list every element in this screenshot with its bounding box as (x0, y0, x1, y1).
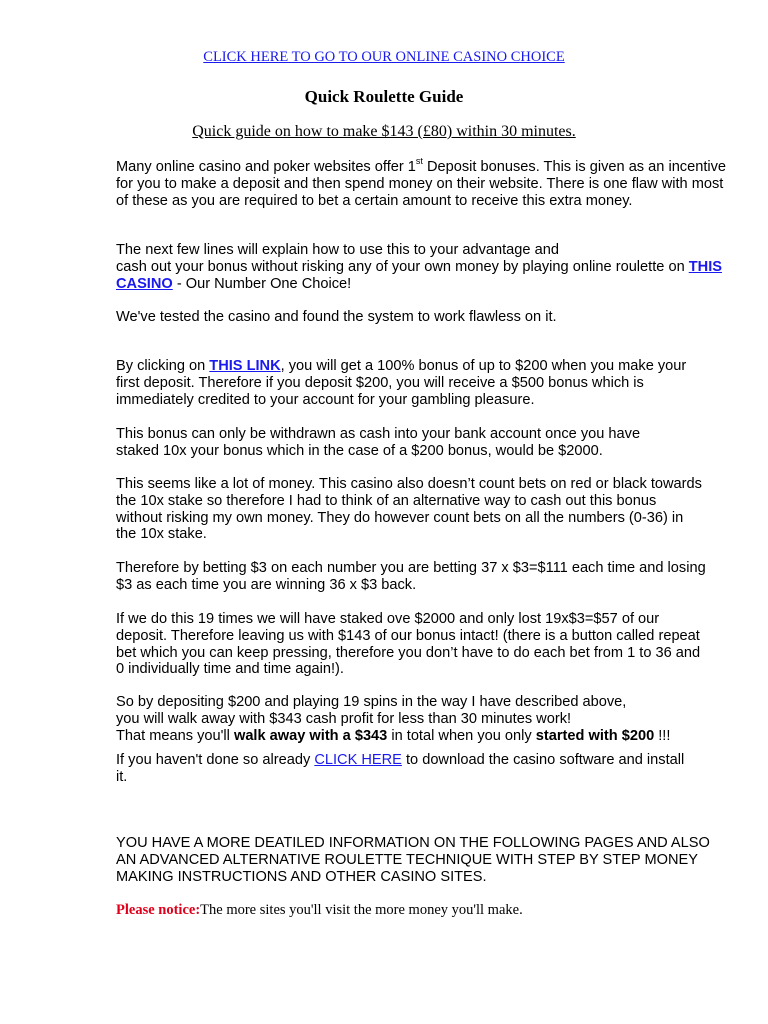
paragraph-deposit-bonuses (116, 156, 736, 209)
paragraph-profit (116, 694, 736, 744)
paragraph-more-info: YOU HAVE A MORE DEATILED INFORMATION ON THE FOLLOWING PAGES AND ALSO AN ADVANCED ALTERNATIVE ROULETTE TECHNIQUE WITH STEP BY STEP MONEY MAKING INSTRUCTIONS AND OTHER CASINO SITES. (116, 835, 710, 885)
p2-text-a: The next few lines will explain how to use this to your advantage and (116, 242, 559, 258)
p9-text-d: in total when you only (387, 727, 536, 744)
p10-text-b: to download the casino software and install it. (116, 752, 685, 785)
this-casino-link[interactable]: THIS CASINO (116, 258, 722, 292)
p1-text-b: Deposit bonuses. This is given as an incentive for you to make a deposit and then spend money on their website. There is one flaw with most of these as you are required to bet a certain amount to receive this extra money. (116, 159, 727, 209)
notice-line (116, 902, 736, 919)
paragraph-bonus-offer (116, 358, 706, 408)
paragraph-nineteen-times: If we do this 19 times we will have staked ove $2000 and only lost 19x$3=$57 of our deposit. Therefore leaving us with $143 of our bonus intact! (there is a button called repeat bet which you can keep pressing, therefore you don’t have to do each bet from 1 to 36 and 0 individually time and time again!). (116, 611, 701, 678)
page-subtitle: Quick guide on how to make $143 (£80) within 30 minutes. (192, 123, 576, 140)
p4-text-a: By clicking on (116, 358, 210, 374)
p4-text-b: , you will get a 100% bonus of up to $200 when you make your first deposit. Therefore if you deposit $200, you will receive a $500 bonus which is immediately credited to your account for your gambling pleasure. (116, 358, 687, 408)
p2-text-c: - Our Number One Choice! (172, 275, 352, 292)
page-title: Quick Roulette Guide (304, 87, 464, 106)
paragraph-betting: Therefore by betting $3 on each number you are betting 37 x $3=$111 each time and losing $3 as each time you are winning 36 x $3 back. (116, 560, 706, 593)
p9-text-a: So by depositing $200 and playing 19 spins in the way I have described above, (116, 694, 627, 710)
p9-bold-walk-away: walk away with a $343 (233, 727, 388, 744)
p9-text-b: you will walk away with $343 cash profit for less than 30 minutes work! (116, 710, 572, 727)
p9-text-c: That means you'll (116, 727, 234, 744)
notice-label: Please notice: (116, 902, 201, 918)
paragraph-red-black: This seems like a lot of money. This casino also doesn’t count bets on red or black towards the 10x stake so therefore I had to think of an alternative way to cash out this bonus without risking my own money. They do however count bets on all the numbers (0-36) in the 10x stake. (116, 476, 702, 543)
p1-text-a: Many online casino and poker websites offer 1 (116, 159, 416, 175)
this-link[interactable]: THIS LINK (209, 358, 281, 374)
p9-bold-started: started with $200 (535, 727, 655, 744)
paragraph-withdrawal: This bonus can only be withdrawn as cash into your bank account once you have staked 10x your bonus which in the case of a $200 bonus, would be $2000. (116, 426, 641, 459)
click-here-download-link[interactable]: CLICK HERE (314, 752, 402, 768)
notice-text: The more sites you'll visit the more money you'll make. (200, 902, 523, 918)
p1-sup: st (415, 156, 423, 167)
paragraph-tested: We've tested the casino and found the system to work flawless on it. (116, 309, 557, 325)
p10-text-a: If you haven't done so already (116, 752, 315, 768)
paragraph-download (116, 752, 686, 786)
paragraph-advantage (116, 242, 728, 292)
p9-text-e: !!! (654, 727, 671, 744)
casino-choice-link[interactable]: CLICK HERE TO GO TO OUR ONLINE CASINO CHOICE (203, 49, 565, 65)
p2-text-b: cash out your bonus without risking any of your own money by playing online roulette on (116, 258, 689, 275)
